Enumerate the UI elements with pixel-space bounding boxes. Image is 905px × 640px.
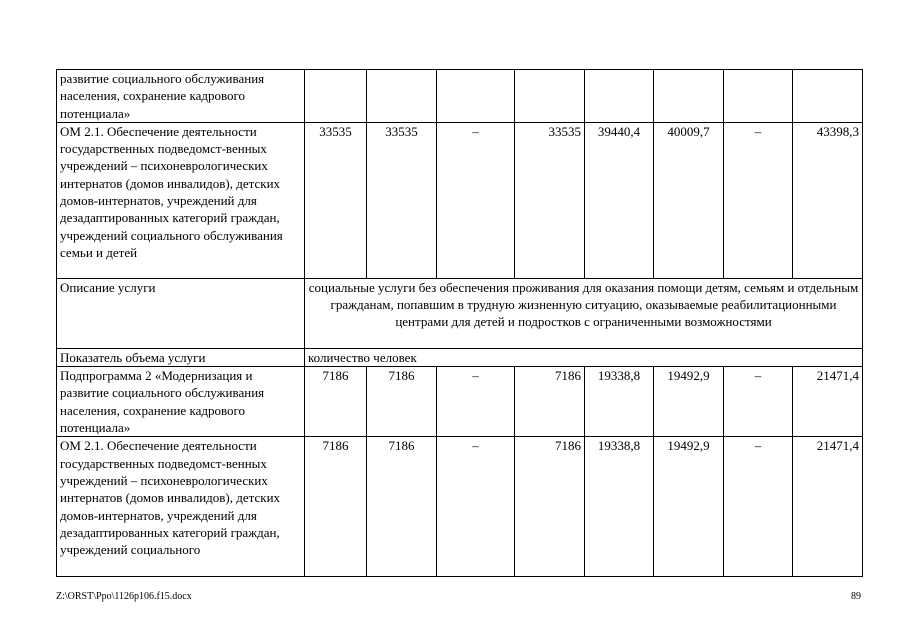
table-row <box>57 367 863 437</box>
value-cell: – <box>437 367 515 437</box>
value-cell: 7186 <box>305 437 367 577</box>
program-table <box>56 69 863 577</box>
value-cell <box>367 70 437 123</box>
value-cell: 7186 <box>305 367 367 437</box>
value-cell: 21471,4 <box>793 437 863 577</box>
row-label: ОМ 2.1. Обеспечение деятельности государственных подведомст-венных учреждений – психоневрологических интернатов (домов инвалидов), детских домов-интернатов, учреждений для дезадаптированных категорий граждан, учреждений социального <box>57 437 305 577</box>
value-cell: – <box>724 122 793 278</box>
value-cell: 19492,9 <box>654 437 724 577</box>
value-cell: 7186 <box>515 367 585 437</box>
value-cell <box>437 70 515 123</box>
value-cell: – <box>437 122 515 278</box>
value-cell: – <box>724 437 793 577</box>
table-row <box>57 437 863 577</box>
table-row <box>57 122 863 278</box>
indicator-value: количество человек <box>305 348 863 366</box>
footer-file-path: Z:\ORST\Ppo\1126p106.f15.docx <box>56 591 192 602</box>
value-cell <box>305 70 367 123</box>
value-cell <box>654 70 724 123</box>
value-cell: 19338,8 <box>585 367 654 437</box>
service-description: социальные услуги без обеспечения проживания для оказания помощи детям, семьям и отдельным гражданам, попавшим в трудную жизненную ситуацию, оказываемые реабилитационными центрами для детей и подростков с ограниченными возможностями <box>305 278 863 348</box>
value-cell: 21471,4 <box>793 367 863 437</box>
footer-page-number: 89 <box>851 591 861 602</box>
value-cell: 43398,3 <box>793 122 863 278</box>
table-row-description <box>57 278 863 348</box>
table-row <box>57 70 863 123</box>
row-label: развитие социального обслуживания населения, сохранение кадрового потенциала» <box>57 70 305 123</box>
value-cell <box>585 70 654 123</box>
value-cell: 39440,4 <box>585 122 654 278</box>
value-cell <box>515 70 585 123</box>
row-label: Подпрограмма 2 «Модернизация и развитие социального обслуживания населения, сохранение кадрового потенциала» <box>57 367 305 437</box>
row-label: Описание услуги <box>57 278 305 348</box>
row-label: ОМ 2.1. Обеспечение деятельности государственных подведомст-венных учреждений – психоневрологических интернатов (домов инвалидов), детских домов-интернатов, учреждений для дезадаптированных категорий граждан, учреждений социального обслуживания семьи и детей <box>57 122 305 278</box>
table-row-indicator <box>57 348 863 366</box>
value-cell <box>724 70 793 123</box>
value-cell: 33535 <box>305 122 367 278</box>
value-cell: 33535 <box>367 122 437 278</box>
value-cell: 19492,9 <box>654 367 724 437</box>
value-cell: 7186 <box>367 437 437 577</box>
value-cell: 40009,7 <box>654 122 724 278</box>
value-cell: 19338,8 <box>585 437 654 577</box>
value-cell: 33535 <box>515 122 585 278</box>
value-cell <box>793 70 863 123</box>
row-label: Показатель объема услуги <box>57 348 305 366</box>
value-cell: 7186 <box>515 437 585 577</box>
value-cell: 7186 <box>367 367 437 437</box>
value-cell: – <box>724 367 793 437</box>
value-cell: – <box>437 437 515 577</box>
